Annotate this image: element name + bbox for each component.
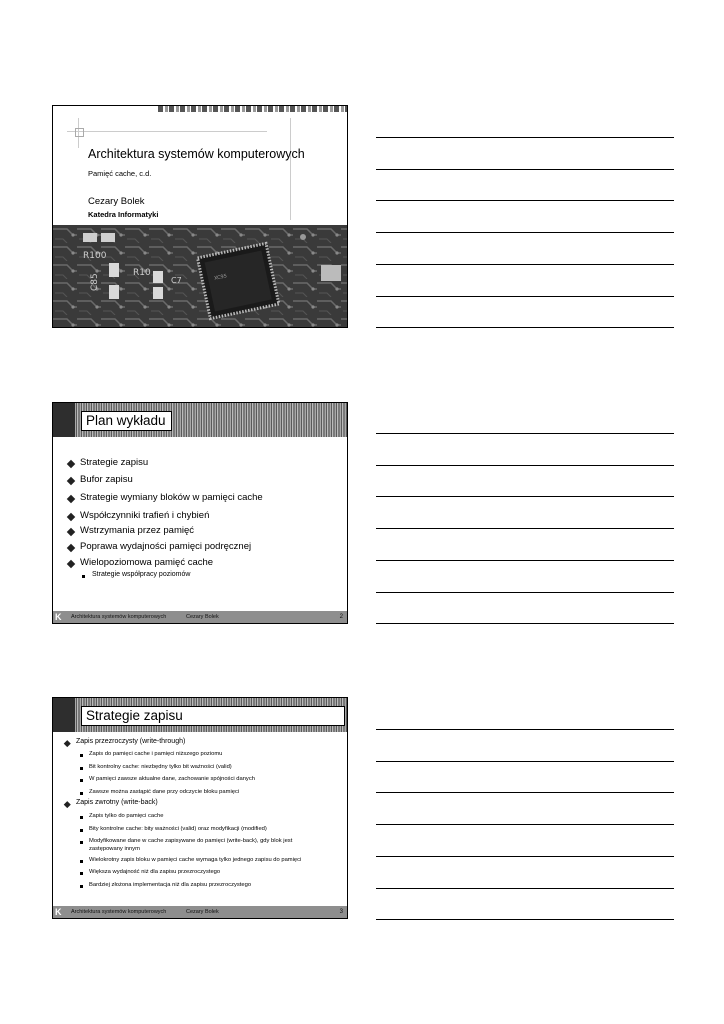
- square-bullet-icon: [80, 779, 83, 782]
- list-subitem: Modyfikowane dane w cache zapisywane do pamięci (write-back), gdy blok jest: [89, 838, 293, 844]
- list-item: Zapis przezroczysty (write-through): [76, 738, 186, 745]
- note-line: [376, 169, 674, 170]
- list-item: Poprawa wydajności pamięci podręcznej: [80, 541, 252, 552]
- diamond-bullet-icon: [67, 477, 75, 485]
- decor-square: [75, 128, 84, 137]
- list-subitem: Wielokrotny zapis bloku w pamięci cache wymaga tylko jednego zapisu do pamięci: [89, 857, 302, 863]
- svg-text:XC95: XC95: [213, 273, 228, 282]
- header-dark-block: [53, 698, 75, 732]
- diamond-bullet-icon: [67, 528, 75, 536]
- photo-label: R10: [133, 268, 151, 278]
- note-line: [376, 433, 674, 434]
- list-item: Bufor zapisu: [80, 474, 133, 485]
- slide-3: [52, 697, 348, 919]
- note-line: [376, 465, 674, 466]
- note-line: [376, 888, 674, 889]
- list-subitem: Zawsze można zastąpić dane przy odczycie bloku pamięci: [89, 789, 240, 795]
- logo-icon: K: [55, 612, 62, 622]
- slide-title: Plan wykładu: [81, 411, 172, 431]
- decorative-strip: [158, 106, 347, 112]
- note-line: [376, 560, 674, 561]
- photo-label: C85: [90, 273, 100, 291]
- list-subitem: Zapis do pamięci cache i pamięci niższego poziomu: [89, 751, 223, 757]
- square-bullet-icon: [80, 829, 83, 832]
- diamond-bullet-icon: [67, 513, 75, 521]
- note-line: [376, 761, 674, 762]
- square-bullet-icon: [82, 575, 85, 578]
- page-number: 2: [339, 614, 343, 620]
- note-line: [376, 528, 674, 529]
- list-subitem: Strategie współpracy poziomów: [92, 571, 191, 578]
- decor-line: [67, 131, 267, 132]
- list-subitem: Większa wydajność niż dla zapisu przezroczystego: [89, 869, 221, 875]
- diamond-bullet-icon: [64, 740, 70, 746]
- department-name: Katedra Informatyki: [88, 210, 159, 219]
- diamond-bullet-icon: [64, 801, 70, 807]
- square-bullet-icon: [80, 885, 83, 888]
- header-dark-block: [53, 403, 75, 437]
- slide-title: Architektura systemów komputerowych: [88, 147, 305, 161]
- list-subitem-continuation: zastępowany innym: [89, 846, 140, 852]
- list-subitem: Bity kontrolne cache: bity ważności (valid) oraz modyfikacji (modified): [89, 826, 267, 832]
- note-line: [376, 200, 674, 201]
- slide-1: [52, 105, 348, 328]
- photo-label: C7: [171, 276, 182, 285]
- note-line: [376, 729, 674, 730]
- footer-author: Cezary Bolek: [186, 614, 219, 620]
- slide-footer: [53, 906, 347, 918]
- square-bullet-icon: [80, 872, 83, 875]
- diamond-bullet-icon: [67, 560, 75, 568]
- decor-line: [290, 118, 291, 220]
- author-name: Cezary Bolek: [88, 196, 145, 207]
- note-line: [376, 623, 674, 624]
- slide-title: Strategie zapisu: [81, 706, 345, 726]
- note-line: [376, 137, 674, 138]
- square-bullet-icon: [80, 841, 83, 844]
- footer-course: Architektura systemów komputerowych: [71, 909, 167, 915]
- list-subitem: Zapis tylko do pamięci cache: [89, 813, 164, 819]
- diamond-bullet-icon: [67, 460, 75, 468]
- slide-footer: [53, 611, 347, 623]
- note-line: [376, 327, 674, 328]
- list-subitem: Bit kontrolny cache: niezbędny tylko bit ważności (valid): [89, 764, 232, 770]
- list-item: Współczynniki trafień i chybień: [80, 510, 210, 521]
- diamond-bullet-icon: [67, 544, 75, 552]
- note-line: [376, 919, 674, 920]
- photo-label: R100: [83, 251, 107, 261]
- list-item: Wstrzymania przez pamięć: [80, 525, 195, 536]
- list-item: Wielopoziomowa pamięć cache: [80, 557, 214, 568]
- list-item: Zapis zwrotny (write-back): [76, 799, 158, 806]
- logo-icon: K: [55, 907, 62, 917]
- note-line: [376, 232, 674, 233]
- diamond-bullet-icon: [67, 495, 75, 503]
- list-item: Strategie zapisu: [80, 457, 149, 468]
- note-line: [376, 824, 674, 825]
- footer-author: Cezary Bolek: [186, 909, 219, 915]
- square-bullet-icon: [80, 816, 83, 819]
- note-line: [376, 592, 674, 593]
- note-line: [376, 264, 674, 265]
- page-number: 3: [339, 909, 343, 915]
- list-subitem: W pamięci zawsze aktualne dane, zachowanie spójności danych: [89, 776, 255, 782]
- note-line: [376, 856, 674, 857]
- slide-subtitle: Pamięć cache, c.d.: [88, 169, 152, 178]
- square-bullet-icon: [80, 754, 83, 757]
- note-line: [376, 496, 674, 497]
- square-bullet-icon: [80, 767, 83, 770]
- list-item: Strategie wymiany bloków w pamięci cache: [80, 492, 263, 503]
- footer-course: Architektura systemów komputerowych: [71, 614, 167, 620]
- circuit-board-photo: [53, 225, 348, 328]
- slide-2: [52, 402, 348, 624]
- note-line: [376, 792, 674, 793]
- square-bullet-icon: [80, 860, 83, 863]
- square-bullet-icon: [80, 792, 83, 795]
- note-line: [376, 296, 674, 297]
- list-subitem: Bardziej złożona implementacja niż dla zapisu przezroczystego: [89, 882, 252, 888]
